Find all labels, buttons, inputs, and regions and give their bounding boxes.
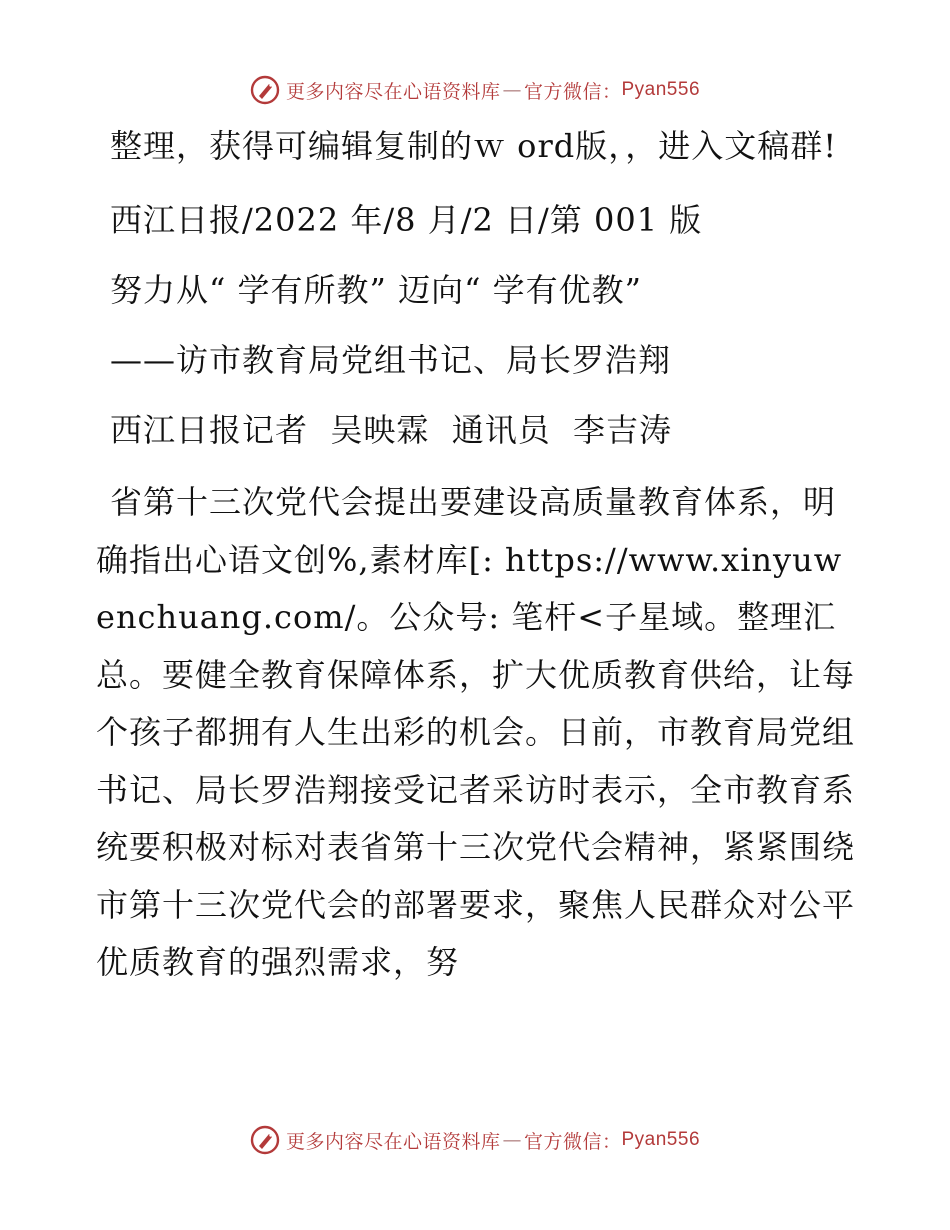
- watermark-wechat-id: Pyan556: [621, 79, 701, 100]
- source-line: 西江日报/2022 年/8 月/2 日/第 001 版: [110, 201, 703, 239]
- article-byline: 西江日报记者 吴映霖 通讯员 李吉涛: [110, 411, 673, 449]
- intro-text: 整理，获得可编辑复制的ｗ ord版，，进入文稿群!: [110, 127, 838, 165]
- watermark-wechat-id: Pyan556: [621, 1129, 701, 1150]
- footer-watermark: [0, 1120, 950, 1160]
- watermark-separator: —: [502, 79, 522, 101]
- article-headline: 努力从“ 学有所教” 迈向“ 学有优教”: [110, 271, 642, 309]
- fountain-pen-logo-icon: [250, 75, 280, 105]
- watermark-text: 更多内容尽在心语资料库: [285, 80, 501, 103]
- watermark-separator: —: [502, 1129, 522, 1151]
- watermark-wechat-label: 官方微信：: [523, 1130, 622, 1153]
- watermark-text: 更多内容尽在心语资料库: [285, 1130, 501, 1153]
- watermark-wechat-label: 官方微信：: [523, 80, 622, 103]
- article-body: 省第十三次党代会提出要建设高质量教育体系，明确指出心语文创%,素材库[: https://www.xinyuwenchuang.com/。公众号: 笔杆<子星域。整理汇总。要健全教育保障体系，扩大优质教育供给，让每个孩子都拥有人生出彩的机会。日前，市教育局党组书记、局长罗浩翔接受记者采访时表示，全市教育系统要积极对标对表省第十三次党代会精神，紧紧围绕市第十三次党代会的部署要求，聚焦人民群众对公平优质教育的强烈需求，努: [96, 483, 856, 981]
- document-content: [96, 118, 856, 992]
- header-watermark: [0, 70, 950, 110]
- article-subtitle: ——访市教育局党组书记、局长罗浩翔: [110, 341, 672, 379]
- fountain-pen-logo-icon: [250, 1125, 280, 1155]
